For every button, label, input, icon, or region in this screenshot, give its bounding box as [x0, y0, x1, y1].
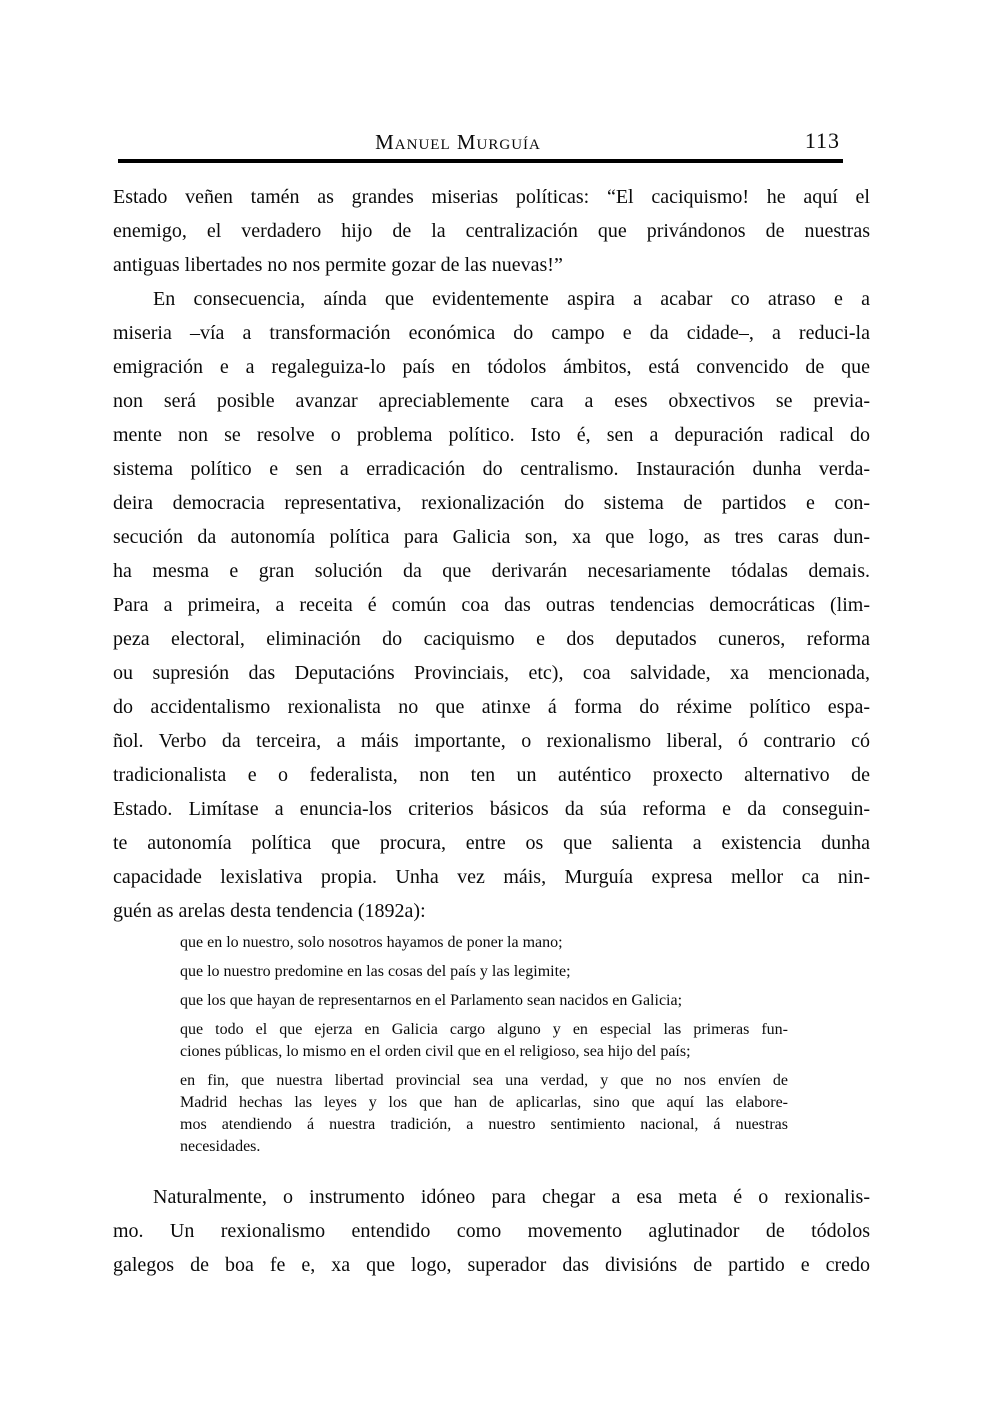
text-line: ou supresión das Deputacións Provinciais, etc), coa salvidade, xa mencionada,: [113, 662, 870, 684]
quote-item: [180, 932, 788, 954]
text-line: ha mesma e gran solución da que derivarán necesariamente tódalas demais.: [113, 560, 870, 582]
text-line: emigración e a regaleguiza-lo país en tódolos ámbitos, está convencido de que: [113, 356, 870, 378]
text-line: secución da autonomía política para Galicia son, xa que logo, as tres caras dun-: [113, 526, 870, 548]
text-line: mente non se resolve o problema político. Isto é, sen a depuración radical do: [113, 424, 870, 446]
quote-line: que los que hayan de representarnos en el Parlamento sean nacidos en Galicia;: [180, 992, 683, 1009]
text-line: Estado veñen tamén as grandes miserias políticas: “El caciquismo! he aquí el: [113, 186, 870, 208]
quote-item: [180, 990, 788, 1012]
quote-line: en fin, que nuestra libertad provincial sea una verdad, y que no nos envíen de: [180, 1072, 788, 1089]
text-line: Para a primeira, a receita é común coa das outras tendencias democráticas (lim-: [113, 594, 870, 616]
text-line: capacidade lexislativa propia. Unha vez máis, Murguía expresa mellor ca nin-: [113, 866, 870, 888]
text-line: deira democracia representativa, rexionalización do sistema de partidos e con-: [113, 492, 870, 514]
text-line: mo. Un rexionalismo entendido como movemento aglutinador de tódolos: [113, 1220, 870, 1242]
quote-line: necesidades.: [180, 1138, 261, 1155]
text-line: tradicionalista e o federalista, non ten un auténtico proxecto alternativo de: [113, 764, 870, 786]
text-line: miseria –vía a transformación económica do campo e da cidade–, a reduci-la: [113, 322, 870, 344]
text-line: do accidentalismo rexionalista no que atinxe á forma do réxime político espa-: [113, 696, 870, 718]
text-line: non será posible avanzar apreciablemente cara a eses obxectivos se previa-: [113, 390, 870, 412]
page-body: [113, 180, 870, 1282]
quote-line: que en lo nuestro, solo nosotros hayamos de poner la mano;: [180, 934, 563, 951]
text-line: galegos de boa fe e, xa que logo, superador das divisións de partido e credo: [113, 1254, 870, 1276]
text-line: te autonomía política que procura, entre os que salienta a existencia dunha: [113, 832, 870, 854]
text-line: guén as arelas desta tendencia (1892a):: [113, 900, 426, 922]
text-line: Naturalmente, o instrumento idóneo para chegar a esa meta é o rexionalis-: [153, 1186, 870, 1208]
text-line: Estado. Limítase a enuncia-los criterios básicos da súa reforma e da conseguin-: [113, 798, 870, 820]
paragraph: [113, 282, 870, 928]
text-line: antiguas libertades no nos permite gozar de las nuevas!”: [113, 254, 563, 276]
quote-line: ciones públicas, lo mismo en el orden civil que en el religioso, sea hijo del país;: [180, 1043, 691, 1060]
quote-line: que todo el que ejerza en Galicia cargo alguno y en especial las primeras fun-: [180, 1021, 788, 1038]
page-number: 113: [804, 128, 840, 153]
paragraph: [113, 1180, 870, 1282]
paragraph-continuation: [113, 180, 870, 282]
header-rule: [118, 159, 843, 163]
text-line: ñol. Verbo da terceira, a máis importante, o rexionalismo liberal, ó contrario có: [113, 730, 870, 752]
text-line: peza electoral, eliminación do caciquismo e dos deputados cuneros, reforma: [113, 628, 870, 650]
quote-line: Madrid hechas las leyes y los que han de aplicarlas, sino que aquí las elabore-: [180, 1094, 788, 1111]
quote-item: [180, 961, 788, 983]
text-line: En consecuencia, aínda que evidentemente aspira a acabar co atraso e a: [153, 288, 870, 310]
running-header-title: Manuel Murguía: [375, 130, 541, 154]
quote-item: [180, 1070, 788, 1158]
text-line: enemigo, el verdadero hijo de la centralización que privándonos de nuestras: [113, 220, 870, 242]
quote-item: [180, 1019, 788, 1063]
quote-line: que lo nuestro predomine en las cosas del país y las legimite;: [180, 963, 571, 980]
block-quote: [180, 932, 788, 1158]
text-line: sistema político e sen a erradicación do centralismo. Instauración dunha verda-: [113, 458, 870, 480]
quote-line: mos atendiendo á nuestra tradición, a nuestro sentimiento nacional, á nuestras: [180, 1116, 788, 1133]
